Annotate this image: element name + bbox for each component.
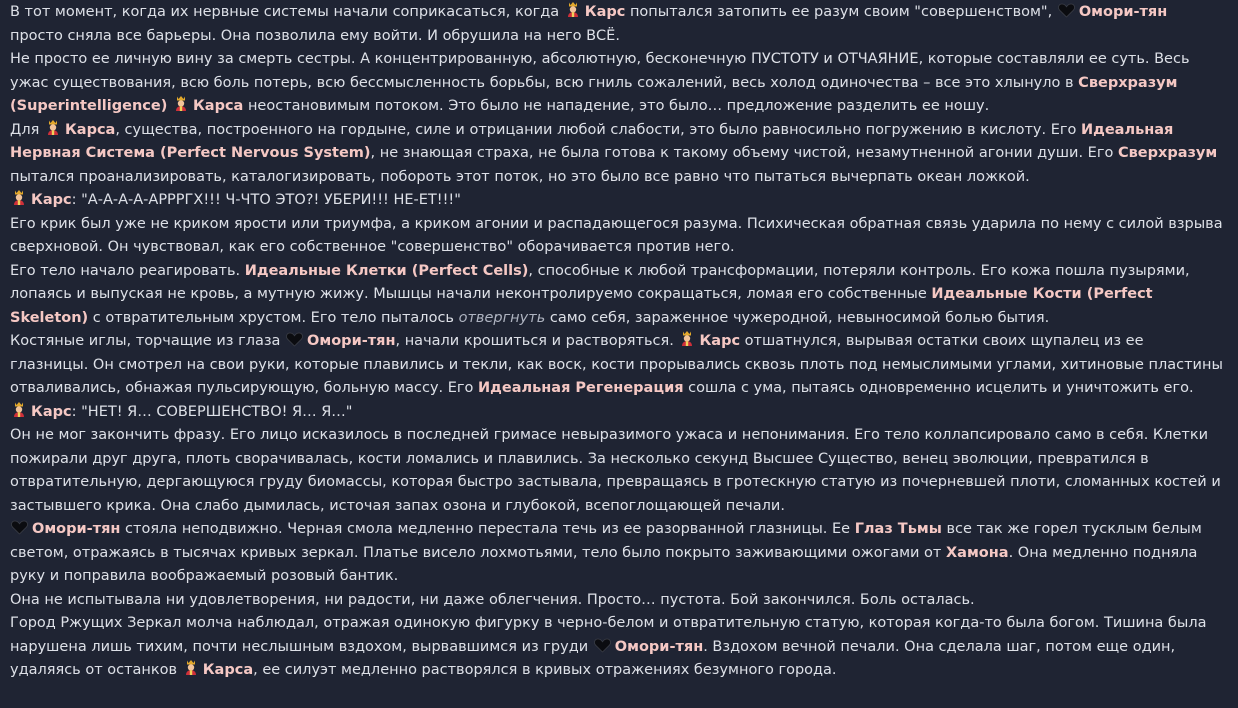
- text-run: , не знающая страха, не была готова к такому объему чистой, незамутненной агонии души. Его: [370, 145, 1118, 161]
- bold-term: Сверхразум: [1117, 145, 1218, 161]
- character-name: Карса: [192, 98, 244, 114]
- text-run: сошла с ума, пытаясь одновременно исцелить и уничтожить его.: [683, 380, 1194, 396]
- paragraph: [10, 260, 1224, 331]
- paragraph: [10, 1, 1224, 48]
- paragraph: [10, 518, 1224, 589]
- bold-term: Глаз Тьмы: [854, 521, 942, 537]
- kars-icon: [11, 401, 27, 418]
- black-heart-icon: [286, 332, 303, 347]
- paragraph: [10, 213, 1224, 260]
- character-name: Карс: [31, 403, 72, 420]
- paragraph: [10, 189, 1224, 213]
- text-run: : "НЕТ! Я… СОВЕРШЕНСТВО! Я… Я…": [71, 403, 353, 420]
- black-heart-icon: [594, 638, 611, 653]
- character-name: Карс: [699, 333, 741, 349]
- text-run: Не просто ее личную вину за смерть сестры. А концентрированную, абсолютную, бесконечную ПУСТОТУ и ОТЧАЯНИЕ, которые составляли ее суть. Весь ужас существования, всю боль потерь, всю бессмысленность борьбы, всю гниль сожалений, весь холод одиночества – все это хлынуло в: [10, 51, 1190, 91]
- text-run: Он не мог закончить фразу. Его лицо исказилось в последней гримасе невыразимого ужаса и непонимания. Его тело коллапсировало само в себя. Клетки пожирали друг друга, плоть сворачивалась, кости ломались и плавились. За несколько секунд Высшее Существо, венец эволюции, превратился в отвратительную, дергающуюся груду биомассы, которая быстро застывала, превращаясь в гротескную статую из почерневшей плоти, сломанных костей и застывшего крика. Она слабо дымилась, источая запах озона и глубокой, всепоглощающей печали.: [10, 427, 1221, 514]
- text-run: Его тело начало реагировать.: [10, 262, 245, 279]
- paragraph: [10, 589, 1224, 613]
- text-run: [167, 98, 172, 114]
- text-run: Его крик был уже не криком ярости или триумфа, а криком агонии и распадающегося разума. Психическая обратная связь ударила по нему с силой взрыва сверхновой. Он чувствовал, как его собственное "совершенство" оборачивается против него.: [10, 215, 1223, 255]
- text-run: : "А-А-А-А-АРРРГХ!!! Ч-ЧТО ЭТО?! УБЕРИ!!! НЕ-ЕТ!!!": [71, 192, 461, 208]
- text-run: пытался проанализировать, каталогизировать, побороть этот поток, но это было все равно что пытаться вычерпать океан ложкой.: [10, 168, 1030, 185]
- kars-icon: [45, 119, 61, 136]
- kars-icon: [679, 330, 695, 347]
- text-run: . Вздохом вечной печали. Она сделала шаг, потом еще один, удаляясь от останков: [10, 638, 1176, 678]
- character-name: Омори-тян: [614, 638, 704, 655]
- paragraph: [10, 119, 1224, 190]
- bold-term: Идеальная Нервная Система (Perfect Nervous System): [10, 121, 1174, 161]
- black-heart-icon: [1058, 3, 1075, 18]
- paragraph: [10, 401, 1224, 425]
- text-run: просто сняла все барьеры. Она позволила ему войти. И обрушила на него ВСЁ.: [10, 27, 620, 44]
- text-run: Костяные иглы, торчащие из глаза: [10, 333, 286, 349]
- text-run: Город Ржущих Зеркал молча наблюдал, отражая одинокую фигурку в черно-белом и отвратительную статую, которая когда-то была богом. Тишина была нарушена лишь тихим, почти неслышным вздохом, вырвавшимся из груди: [10, 615, 1207, 655]
- text-run: , способные к любой трансформации, потеряли контроль. Его кожа пошла пузырями, лопаясь и выпуская не кровь, а мутную жижу. Мышцы начали неконтролируемо сокращаться, ломая его собственные: [10, 262, 1190, 302]
- text-run: неостановимым потоком. Это было не нападение, это было… предложение разделить ее ношу.: [243, 98, 990, 114]
- bold-term: Идеальные Клетки (Perfect Cells): [244, 262, 529, 279]
- italic-text: отвергнуть: [458, 309, 546, 326]
- text-run: с отвратительным хрустом. Его тело пыталось: [88, 309, 459, 326]
- text-run: , начали крошиться и растворяться.: [395, 333, 679, 349]
- character-name: Карса: [64, 121, 116, 138]
- kars-icon: [183, 659, 199, 676]
- text-run: само себя, зараженное чужеродной, невыносимой болью бытия.: [545, 309, 1050, 326]
- text-run: все так же горел тусклым белым светом, отражаясь в тысячах кривых зеркал. Платье висело лохмотьями, тело было покрыто заживающими ожогами от: [10, 521, 1202, 561]
- character-name: Карса: [202, 662, 254, 678]
- text-run: В тот момент, когда их нервные системы начали соприкасаться, когда: [10, 4, 564, 20]
- text-run: попытался затопить ее разум своим "совершенством",: [625, 4, 1057, 20]
- text-run: , существа, построенного на гордыне, силе и отрицании любой слабости, это было равносильно погружению в кислоту. Его: [115, 121, 1081, 138]
- character-name: Омори-тян: [307, 333, 396, 349]
- character-name: Омори-тян: [1078, 4, 1168, 20]
- kars-icon: [565, 1, 581, 18]
- text-run: , ее силуэт медленно растворялся в кривых отражениях безумного города.: [253, 662, 837, 678]
- text-run: . Она медленно подняла руку и поправила воображаемый розовый бантик.: [10, 544, 1198, 584]
- bold-term: Идеальная Регенерация: [478, 380, 684, 396]
- bold-term: Хамона: [945, 544, 1009, 561]
- kars-icon: [11, 189, 27, 206]
- bold-term: Сверхразум (Superintelligence): [10, 74, 1178, 114]
- text-run: Она не испытывала ни удовлетворения, ни радости, ни даже облегчения. Просто… пустота. Бой закончился. Боль осталась.: [10, 591, 975, 608]
- paragraph: [10, 424, 1224, 518]
- text-run: отшатнулся, вырывая остатки своих щупалец из ее глазницы. Он смотрел на свои руки, которые плавились и текли, как воск, кости прорывались сквозь плоть под немыслимыми углами, хитиновые пластины отваливались, обнажая пульсирующую, больную массу. Его: [10, 333, 1223, 396]
- black-heart-icon: [11, 520, 28, 535]
- character-name: Карс: [31, 192, 72, 208]
- bold-term: Идеальные Кости (Perfect Skeleton): [10, 286, 1153, 326]
- paragraph: [10, 612, 1224, 683]
- text-run: Для: [10, 121, 44, 138]
- character-name: Омори-тян: [32, 521, 121, 537]
- text-run: стояла неподвижно. Черная смола медленно перестала течь из ее разорванной глазницы. Ее: [120, 521, 855, 537]
- paragraph: [10, 48, 1224, 119]
- paragraph: [10, 330, 1224, 401]
- character-name: Карс: [584, 4, 626, 20]
- kars-icon: [173, 95, 189, 112]
